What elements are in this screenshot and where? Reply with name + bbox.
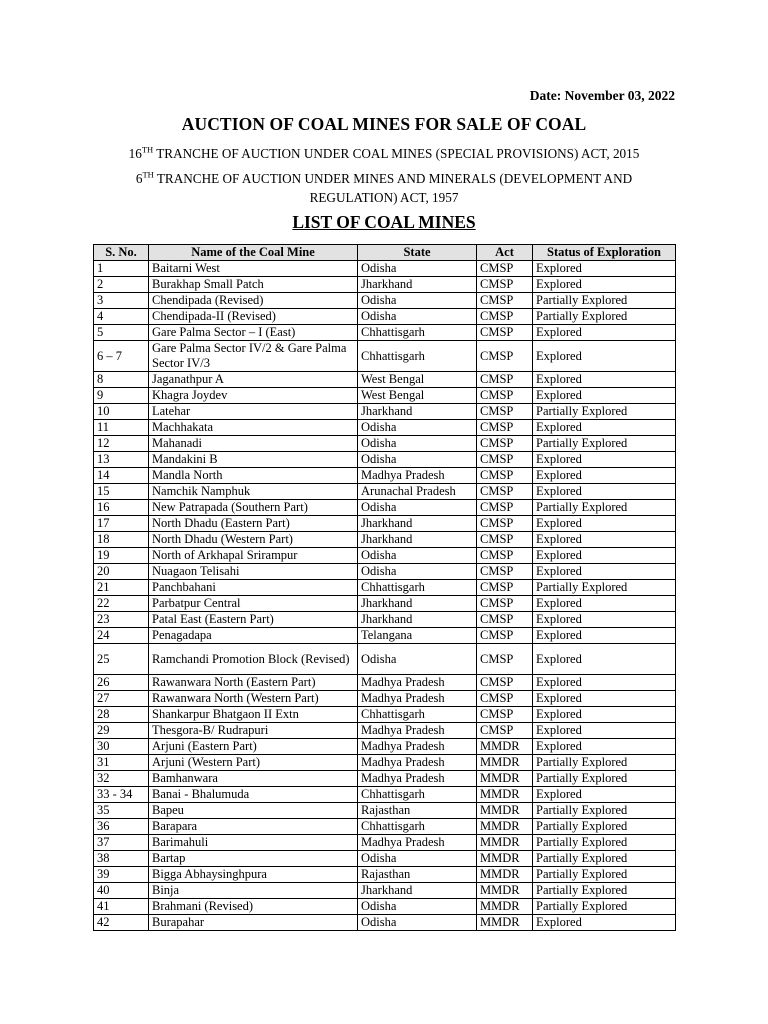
state-cell: Telangana [358,628,477,644]
exploration-status-cell: Explored [533,596,676,612]
act-cell: CMSP [477,372,533,388]
serial-number-cell: 27 [94,691,149,707]
serial-number-cell: 39 [94,867,149,883]
exploration-status-cell: Explored [533,420,676,436]
table-row [94,596,676,612]
state-cell: Chhattisgarh [358,787,477,803]
table-row [94,388,676,404]
tranche-number: 6 [135,171,143,186]
exploration-status-cell: Explored [533,372,676,388]
table-row [94,819,676,835]
table-row [94,628,676,644]
table-row [94,261,676,277]
mine-name-cell: Bamhanwara [149,771,358,787]
table-row [94,755,676,771]
list-title: LIST OF COAL MINES [292,212,476,232]
act-cell: MMDR [477,739,533,755]
serial-number-cell: 15 [94,484,149,500]
serial-number-cell: 36 [94,819,149,835]
state-cell: Odisha [358,261,477,277]
state-cell: Chhattisgarh [358,325,477,341]
mine-name-cell: Banai - Bhalumuda [149,787,358,803]
act-cell: MMDR [477,899,533,915]
act-cell: MMDR [477,867,533,883]
mine-name-cell: Jaganathpur A [149,372,358,388]
serial-number-cell: 19 [94,548,149,564]
table-row [94,532,676,548]
mine-name-cell: Panchbahani [149,580,358,596]
exploration-status-cell: Explored [533,564,676,580]
exploration-status-cell: Explored [533,325,676,341]
table-row [94,309,676,325]
tranche-text: TRANCHE OF AUCTION UNDER COAL MINES (SPECIAL PROVISIONS) ACT, 2015 [153,146,640,161]
act-cell: CMSP [477,436,533,452]
table-row [94,500,676,516]
table-row [94,452,676,468]
mine-name-cell: Machhakata [149,420,358,436]
state-cell: Odisha [358,548,477,564]
exploration-status-cell: Partially Explored [533,404,676,420]
table-row [94,548,676,564]
serial-number-cell: 2 [94,277,149,293]
document-title: AUCTION OF COAL MINES FOR SALE OF COAL [181,114,587,134]
state-cell: Chhattisgarh [358,707,477,723]
mine-name-cell: Barapara [149,819,358,835]
serial-number-cell: 18 [94,532,149,548]
table-row [94,675,676,691]
state-cell: Jharkhand [358,612,477,628]
exploration-status-cell: Partially Explored [533,580,676,596]
state-cell: Arunachal Pradesh [358,484,477,500]
exploration-status-cell: Explored [533,787,676,803]
state-cell: Jharkhand [358,277,477,293]
ordinal-suffix: TH [142,169,154,180]
state-cell: Madhya Pradesh [358,771,477,787]
serial-number-cell: 42 [94,915,149,931]
mine-name-cell: Bapeu [149,803,358,819]
serial-number-cell: 32 [94,771,149,787]
table-row [94,883,676,899]
table-row [94,325,676,341]
state-cell: Odisha [358,500,477,516]
tranche-line-mmdr [100,169,668,207]
mine-name-cell: Rawanwara North (Eastern Part) [149,675,358,691]
mine-name-cell: Mandla North [149,468,358,484]
header-mine-name: Name of the Coal Mine [149,245,358,261]
act-cell: CMSP [477,468,533,484]
table-row [94,867,676,883]
exploration-status-cell: Partially Explored [533,851,676,867]
serial-number-cell: 13 [94,452,149,468]
mine-name-cell: Thesgora-B/ Rudrapuri [149,723,358,739]
exploration-status-cell: Partially Explored [533,293,676,309]
table-row [94,835,676,851]
state-cell: Odisha [358,644,477,675]
table-row [94,739,676,755]
serial-number-cell: 5 [94,325,149,341]
exploration-status-cell: Partially Explored [533,309,676,325]
state-cell: Jharkhand [358,883,477,899]
state-cell: Jharkhand [358,404,477,420]
serial-number-cell: 21 [94,580,149,596]
mine-name-cell: Binja [149,883,358,899]
act-cell: MMDR [477,771,533,787]
serial-number-cell: 6 – 7 [94,341,149,372]
serial-number-cell: 38 [94,851,149,867]
table-header-row [94,245,676,261]
exploration-status-cell: Explored [533,388,676,404]
act-cell: CMSP [477,532,533,548]
exploration-status-cell: Explored [533,691,676,707]
mine-name-cell: Bartap [149,851,358,867]
state-cell: Madhya Pradesh [358,691,477,707]
exploration-status-cell: Partially Explored [533,835,676,851]
exploration-status-cell: Explored [533,341,676,372]
act-cell: CMSP [477,644,533,675]
mine-name-cell: Nuagaon Telisahi [149,564,358,580]
serial-number-cell: 30 [94,739,149,755]
exploration-status-cell: Partially Explored [533,819,676,835]
mine-name-cell: Shankarpur Bhatgaon II Extn [149,707,358,723]
table-row [94,707,676,723]
serial-number-cell: 14 [94,468,149,484]
mine-name-cell: North Dhadu (Eastern Part) [149,516,358,532]
state-cell: Jharkhand [358,596,477,612]
tranche-number: 16 [128,146,142,161]
act-cell: CMSP [477,580,533,596]
serial-number-cell: 12 [94,436,149,452]
serial-number-cell: 22 [94,596,149,612]
table-row [94,915,676,931]
serial-number-cell: 16 [94,500,149,516]
mine-name-cell: Mahanadi [149,436,358,452]
state-cell: Chhattisgarh [358,819,477,835]
mine-name-cell: Bigga Abhaysinghpura [149,867,358,883]
act-cell: CMSP [477,723,533,739]
mine-name-cell: North of Arkhapal Srirampur [149,548,358,564]
state-cell: Jharkhand [358,532,477,548]
state-cell: Odisha [358,564,477,580]
act-cell: MMDR [477,835,533,851]
exploration-status-cell: Explored [533,915,676,931]
act-cell: CMSP [477,548,533,564]
serial-number-cell: 25 [94,644,149,675]
exploration-status-cell: Explored [533,675,676,691]
act-cell: CMSP [477,675,533,691]
exploration-status-cell: Partially Explored [533,755,676,771]
mine-name-cell: Arjuni (Eastern Part) [149,739,358,755]
act-cell: CMSP [477,516,533,532]
table-row [94,516,676,532]
table-row [94,612,676,628]
serial-number-cell: 28 [94,707,149,723]
exploration-status-cell: Explored [533,532,676,548]
serial-number-cell: 35 [94,803,149,819]
exploration-status-cell: Explored [533,707,676,723]
serial-number-cell: 26 [94,675,149,691]
exploration-status-cell: Explored [533,644,676,675]
mine-name-cell: Mandakini B [149,452,358,468]
table-row [94,404,676,420]
act-cell: CMSP [477,452,533,468]
state-cell: Odisha [358,293,477,309]
state-cell: Madhya Pradesh [358,468,477,484]
serial-number-cell: 4 [94,309,149,325]
exploration-status-cell: Explored [533,452,676,468]
serial-number-cell: 29 [94,723,149,739]
serial-number-cell: 24 [94,628,149,644]
act-cell: CMSP [477,500,533,516]
table-row [94,277,676,293]
state-cell: Madhya Pradesh [358,755,477,771]
mine-name-cell: Chendipada (Revised) [149,293,358,309]
mine-name-cell: Barimahuli [149,835,358,851]
serial-number-cell: 17 [94,516,149,532]
state-cell: Odisha [358,436,477,452]
act-cell: CMSP [477,325,533,341]
mine-name-cell: Ramchandi Promotion Block (Revised) [149,644,358,675]
act-cell: MMDR [477,787,533,803]
mine-name-cell: Gare Palma Sector IV/2 & Gare Palma Sector IV/3 [149,341,358,372]
act-cell: CMSP [477,596,533,612]
serial-number-cell: 9 [94,388,149,404]
exploration-status-cell: Partially Explored [533,899,676,915]
header-state: State [358,245,477,261]
exploration-status-cell: Partially Explored [533,771,676,787]
act-cell: CMSP [477,293,533,309]
mine-name-cell: Chendipada-II (Revised) [149,309,358,325]
table-row [94,293,676,309]
table-row [94,468,676,484]
serial-number-cell: 33 - 34 [94,787,149,803]
table-row [94,691,676,707]
table-row [94,723,676,739]
state-cell: Odisha [358,851,477,867]
state-cell: Odisha [358,899,477,915]
exploration-status-cell: Partially Explored [533,436,676,452]
state-cell: Madhya Pradesh [358,835,477,851]
act-cell: CMSP [477,420,533,436]
table-row [94,372,676,388]
state-cell: Jharkhand [358,516,477,532]
act-cell: MMDR [477,915,533,931]
state-cell: Odisha [358,309,477,325]
act-cell: CMSP [477,628,533,644]
exploration-status-cell: Explored [533,628,676,644]
table-body [94,261,676,931]
table-row [94,771,676,787]
table-row [94,787,676,803]
act-cell: CMSP [477,691,533,707]
exploration-status-cell: Explored [533,548,676,564]
state-cell: West Bengal [358,388,477,404]
act-cell: CMSP [477,612,533,628]
table-row [94,484,676,500]
mine-name-cell: Parbatpur Central [149,596,358,612]
exploration-status-cell: Explored [533,277,676,293]
act-cell: CMSP [477,341,533,372]
mine-name-cell: Latehar [149,404,358,420]
act-cell: MMDR [477,883,533,899]
mine-name-cell: Brahmani (Revised) [149,899,358,915]
exploration-status-cell: Explored [533,484,676,500]
mine-name-cell: Burakhap Small Patch [149,277,358,293]
state-cell: Rajasthan [358,803,477,819]
header-act: Act [477,245,533,261]
mine-name-cell: Namchik Namphuk [149,484,358,500]
state-cell: Odisha [358,452,477,468]
mine-name-cell: Khagra Joydev [149,388,358,404]
state-cell: Rajasthan [358,867,477,883]
tranche-text: TRANCHE OF AUCTION UNDER MINES AND MINERALS (DEVELOPMENT AND REGULATION) ACT, 1957 [153,171,633,205]
state-cell: Chhattisgarh [358,580,477,596]
table-row [94,341,676,372]
act-cell: CMSP [477,404,533,420]
act-cell: CMSP [477,564,533,580]
exploration-status-cell: Explored [533,612,676,628]
state-cell: Madhya Pradesh [358,723,477,739]
serial-number-cell: 41 [94,899,149,915]
serial-number-cell: 3 [94,293,149,309]
exploration-status-cell: Explored [533,468,676,484]
state-cell: Chhattisgarh [358,341,477,372]
act-cell: MMDR [477,851,533,867]
serial-number-cell: 37 [94,835,149,851]
header-serial-number: S. No. [94,245,149,261]
state-cell: Odisha [358,915,477,931]
serial-number-cell: 10 [94,404,149,420]
mine-name-cell: Penagadapa [149,628,358,644]
exploration-status-cell: Partially Explored [533,867,676,883]
table-row [94,436,676,452]
act-cell: MMDR [477,755,533,771]
serial-number-cell: 11 [94,420,149,436]
act-cell: CMSP [477,388,533,404]
act-cell: MMDR [477,803,533,819]
header-exploration-status: Status of Exploration [533,245,676,261]
table-row [94,580,676,596]
exploration-status-cell: Explored [533,516,676,532]
ordinal-suffix: TH [141,144,154,155]
mine-name-cell: Rawanwara North (Western Part) [149,691,358,707]
state-cell: Odisha [358,420,477,436]
table-row [94,564,676,580]
table-row [94,899,676,915]
table-row [94,803,676,819]
mine-name-cell: Gare Palma Sector – I (East) [149,325,358,341]
state-cell: Madhya Pradesh [358,675,477,691]
serial-number-cell: 23 [94,612,149,628]
serial-number-cell: 1 [94,261,149,277]
act-cell: CMSP [477,309,533,325]
state-cell: Madhya Pradesh [358,739,477,755]
mine-name-cell: Patal East (Eastern Part) [149,612,358,628]
serial-number-cell: 8 [94,372,149,388]
act-cell: CMSP [477,484,533,500]
mine-name-cell: New Patrapada (Southern Part) [149,500,358,516]
exploration-status-cell: Partially Explored [533,803,676,819]
exploration-status-cell: Explored [533,261,676,277]
mine-name-cell: Arjuni (Western Part) [149,755,358,771]
serial-number-cell: 20 [94,564,149,580]
document-date: Date: November 03, 2022 [529,88,675,103]
table-row [94,644,676,675]
mine-name-cell: Burapahar [149,915,358,931]
serial-number-cell: 40 [94,883,149,899]
coal-mines-table [93,244,676,931]
act-cell: MMDR [477,819,533,835]
exploration-status-cell: Partially Explored [533,500,676,516]
act-cell: CMSP [477,277,533,293]
exploration-status-cell: Explored [533,739,676,755]
mine-name-cell: Baitarni West [149,261,358,277]
exploration-status-cell: Explored [533,723,676,739]
act-cell: CMSP [477,707,533,723]
tranche-line-cmsp [100,144,668,163]
mine-name-cell: North Dhadu (Western Part) [149,532,358,548]
state-cell: West Bengal [358,372,477,388]
table-row [94,851,676,867]
table-row [94,420,676,436]
exploration-status-cell: Partially Explored [533,883,676,899]
act-cell: CMSP [477,261,533,277]
serial-number-cell: 31 [94,755,149,771]
